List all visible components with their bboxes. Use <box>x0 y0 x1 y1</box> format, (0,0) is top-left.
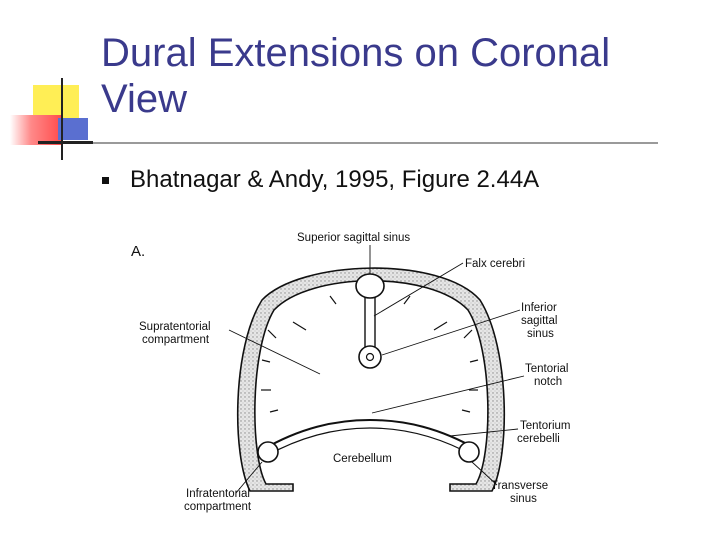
label-falx-cerebri: Falx cerebri <box>465 258 526 270</box>
label-tentorial-notch: Tentorial notch <box>525 363 569 388</box>
label-inferior-sagittal-sinus: Inferior sagittal sinus <box>521 302 558 340</box>
slide-title: Dural Extensions on Coronal View <box>101 31 611 121</box>
label-cerebellum: Cerebellum <box>333 453 392 465</box>
label-superior-sagittal-sinus: Superior sagittal sinus <box>297 232 411 244</box>
panel-label: A. <box>131 243 146 260</box>
label-tentorium-cerebelli: Tentorium cerebelli <box>517 420 571 445</box>
label-infratentorial-compartment: Infratentorial compartment <box>184 488 252 513</box>
tentorium-cerebelli <box>262 420 478 450</box>
bullet-text: Bhatnagar & Andy, 1995, Figure 2.44A <box>130 166 540 193</box>
label-supratentorial-compartment: Supratentorial compartment <box>139 321 211 346</box>
label-transverse-sinus: Transverse sinus <box>491 480 549 505</box>
transverse-sinus-right <box>459 442 479 462</box>
transverse-sinus-left <box>258 442 278 462</box>
superior-sagittal-sinus <box>356 274 384 298</box>
inferior-sagittal-sinus <box>359 346 381 368</box>
